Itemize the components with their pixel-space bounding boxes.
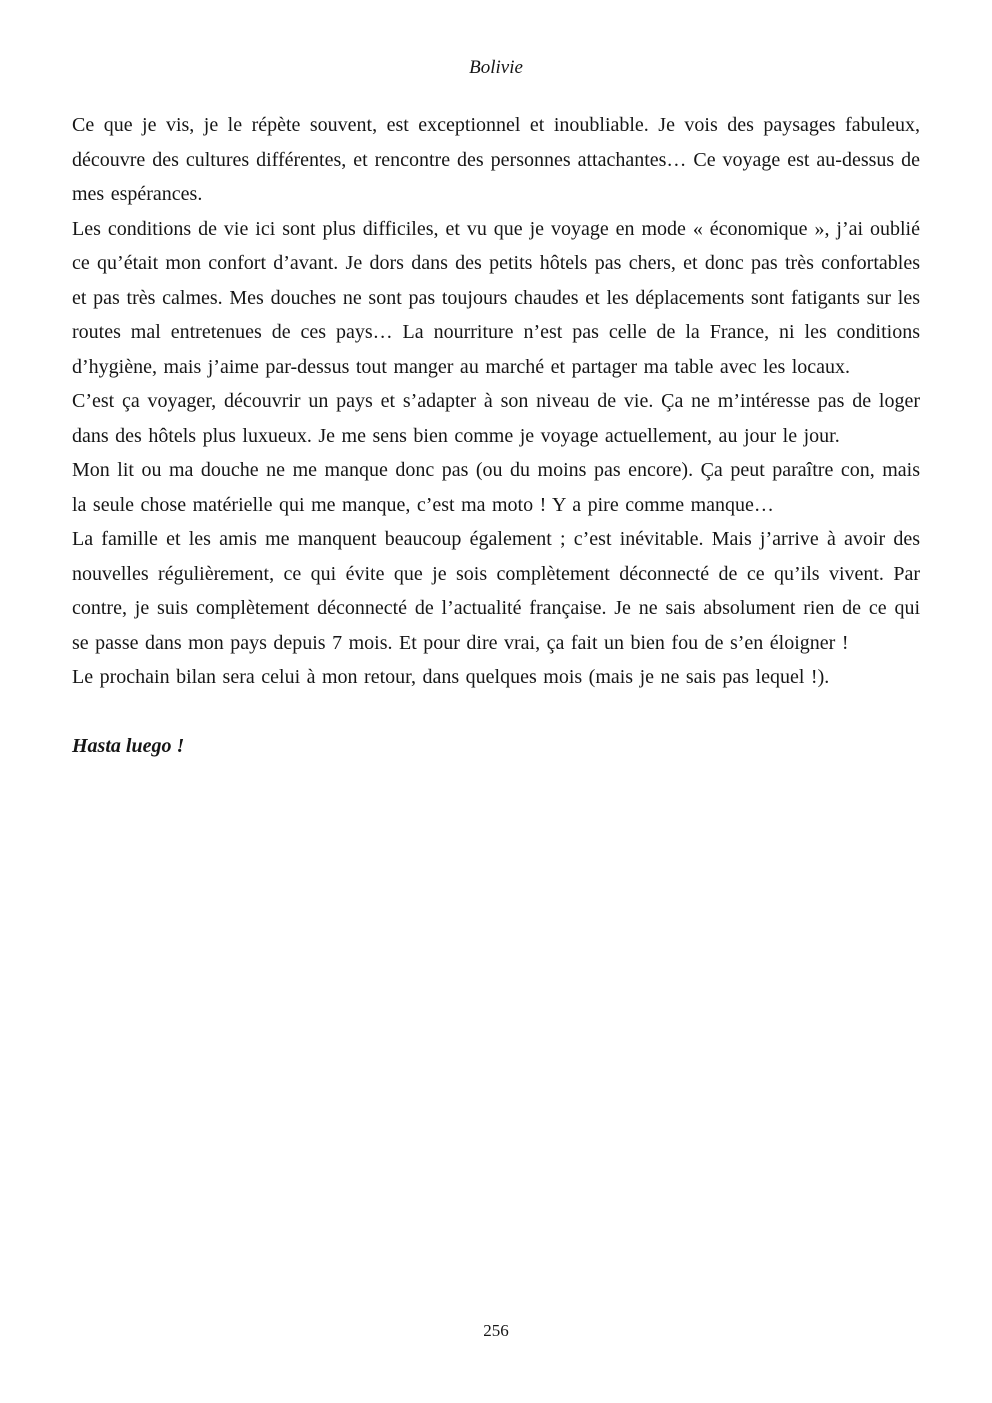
signoff: Hasta luego !	[72, 734, 185, 757]
page-number: 256	[483, 1321, 509, 1340]
body-text	[72, 108, 920, 695]
paragraph: Mon lit ou ma douche ne me manque donc pas (ou du moins pas encore). Ça peut paraître con, mais la seule chose matérielle qui me manque, c’est ma moto ! Y a pire comme manque…	[72, 459, 920, 516]
paragraph: Le prochain bilan sera celui à mon retour, dans quelques mois (mais je ne sais pas lequel !).	[72, 666, 830, 688]
paragraph: Ce que je vis, je le répète souvent, est exceptionnel et inoubliable. Je vois des paysages fabuleux, découvre des cultures différentes, et rencontre des personnes attachantes… Ce voyage est au-dessus de mes espérances.	[72, 114, 920, 205]
paragraph: Les conditions de vie ici sont plus difficiles, et vu que je voyage en mode « économique », j’ai oublié ce qu’était mon confort d’avant. Je dors dans des petits hôtels pas chers, et donc pas très confortables et pas très calmes. Mes douches ne sont pas toujours chaudes et les déplacements sont fatigants sur les routes mal entretenues de ces pays… La nourriture n’est pas celle de la France, ni les conditions d’hygiène, mais j’aime par-dessus tout manger au marché et partager ma table avec les locaux.	[72, 217, 920, 378]
paragraph: La famille et les amis me manquent beaucoup également ; c’est inévitable. Mais j’arrive à avoir des nouvelles régulièrement, ce qui évite que je sois complètement déconnecté de ce qu’ils vivent. Par contre, je suis complètement déconnecté de l’actualité française. Je ne sais absolument rien de ce qui se passe dans mon pays depuis 7 mois. Et pour dire vrai, ça fait un bien fou de s’en éloigner !	[72, 528, 920, 654]
paragraph: C’est ça voyager, découvrir un pays et s’adapter à son niveau de vie. Ça ne m’intéresse pas de loger dans des hôtels plus luxueux. Je me sens bien comme je voyage actuellement, au jour le jour.	[72, 390, 920, 447]
running-head: Bolivie	[469, 57, 523, 78]
